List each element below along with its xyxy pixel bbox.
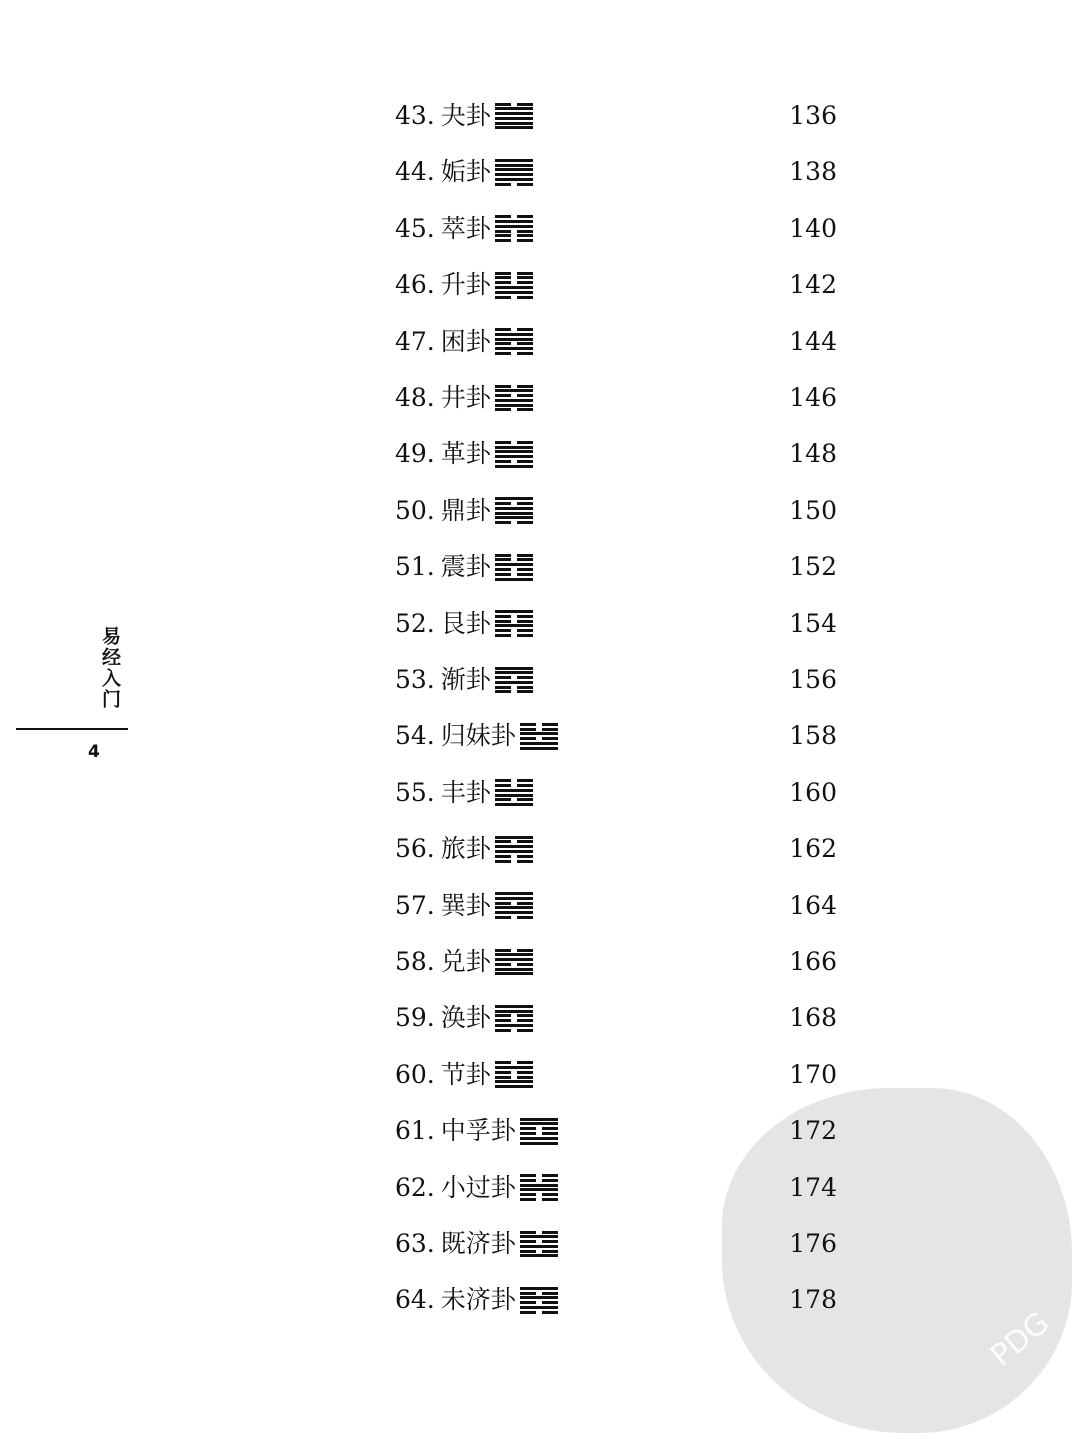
book-title-vertical: 易经入门: [99, 626, 121, 710]
yang-line: [495, 455, 533, 458]
toc-entry: [395, 491, 855, 531]
entry-name: 井卦: [440, 383, 491, 412]
yang-line: [495, 624, 533, 627]
yang-line: [495, 516, 533, 519]
yang-line: [495, 159, 533, 162]
yin-line: [520, 1132, 558, 1135]
hexagram-icon: [495, 328, 533, 355]
entry-name: 节卦: [440, 1059, 491, 1089]
entry-page-number: 140: [789, 213, 837, 243]
yin-line: [520, 1127, 558, 1130]
toc-entry: [395, 886, 855, 926]
yang-line: [520, 742, 558, 745]
toc-entry: [395, 1168, 855, 1208]
yin-line: [495, 328, 533, 331]
yin-line: [495, 554, 533, 557]
yang-line: [495, 333, 533, 336]
entry-name: 渐卦: [440, 665, 491, 694]
yin-line: [495, 568, 533, 571]
entry-page-number: 136: [789, 101, 837, 130]
hexagram-icon: [495, 1005, 533, 1032]
yang-line: [495, 1010, 533, 1013]
yin-line: [495, 690, 533, 693]
yang-line: [520, 1122, 558, 1125]
yin-line: [495, 634, 533, 637]
toc-entry: [395, 1280, 855, 1320]
yang-line: [495, 107, 533, 110]
yang-line: [495, 164, 533, 167]
yang-line: [495, 404, 533, 407]
hexagram-icon: [520, 1118, 558, 1145]
toc-entry-label: [395, 1224, 558, 1264]
hexagram-icon: [520, 1174, 558, 1201]
yin-line: [495, 281, 533, 284]
entry-name: 小过卦: [440, 1172, 516, 1202]
entry-number: 64.: [395, 1285, 435, 1315]
yin-line: [520, 1301, 558, 1304]
entry-number: 54.: [395, 721, 435, 751]
yang-line: [495, 789, 533, 792]
hexagram-icon: [495, 103, 533, 130]
yin-line: [495, 686, 533, 689]
yin-line: [495, 352, 533, 355]
yang-line: [495, 794, 533, 797]
yang-line: [495, 892, 533, 895]
entry-name: 鼎卦: [440, 495, 491, 525]
entry-number: 52.: [395, 608, 435, 638]
entry-number: 62.: [395, 1172, 435, 1202]
yin-line: [495, 296, 533, 299]
yang-line: [495, 112, 533, 115]
entry-name: 丰卦: [440, 777, 491, 807]
entry-page-number: 172: [789, 1116, 837, 1146]
toc-entry: [395, 378, 855, 418]
yang-line: [495, 850, 533, 853]
entry-number: 55.: [395, 777, 435, 807]
yang-line: [495, 578, 533, 581]
entry-name: 中孚卦: [440, 1116, 516, 1146]
hexagram-icon: [495, 159, 533, 186]
yang-line: [495, 465, 533, 468]
entry-number: 60.: [395, 1059, 435, 1089]
yin-line: [495, 272, 533, 275]
yin-line: [495, 620, 533, 623]
yang-line: [495, 681, 533, 684]
yang-line: [520, 1142, 558, 1145]
yang-line: [495, 897, 533, 900]
hexagram-icon: [495, 892, 533, 919]
yang-line: [495, 563, 533, 566]
toc-entry-label: [395, 434, 533, 474]
yang-line: [495, 507, 533, 510]
yang-line: [495, 667, 533, 670]
entry-name: 归妹卦: [440, 721, 516, 751]
toc-entry: [395, 434, 855, 474]
yin-line: [495, 1014, 533, 1017]
entry-number: 59.: [395, 1003, 435, 1033]
entry-name: 升卦: [440, 270, 491, 300]
toc-entry: [395, 716, 855, 756]
yang-line: [495, 972, 533, 975]
yin-line: [495, 558, 533, 561]
toc-entry: [395, 998, 855, 1038]
yang-line: [495, 968, 533, 971]
yang-line: [495, 291, 533, 294]
yang-line: [495, 446, 533, 449]
hexagram-icon: [495, 215, 533, 242]
entry-number: 47.: [395, 326, 435, 356]
entry-number: 63.: [395, 1229, 435, 1258]
entry-page-number: 156: [789, 665, 837, 694]
entry-number: 43.: [395, 101, 435, 130]
toc-entry-label: [395, 1111, 558, 1151]
entry-name: 巽卦: [440, 890, 491, 920]
yang-line: [495, 845, 533, 848]
entry-name: 旅卦: [440, 834, 491, 864]
hexagram-icon: [495, 554, 533, 581]
entry-page-number: 174: [789, 1172, 837, 1202]
yang-line: [495, 803, 533, 806]
yin-line: [520, 1292, 558, 1295]
yin-line: [495, 230, 533, 233]
divider: [16, 728, 128, 730]
hexagram-icon: [495, 667, 533, 694]
hexagram-icon: [495, 779, 533, 806]
yin-line: [495, 840, 533, 843]
yin-line: [520, 1240, 558, 1243]
yang-line: [495, 836, 533, 839]
toc-entry-label: [395, 1280, 558, 1320]
yang-line: [495, 1005, 533, 1008]
yin-line: [495, 615, 533, 618]
yin-line: [495, 183, 533, 186]
entry-name: 兑卦: [440, 947, 491, 976]
toc-entry-label: [395, 322, 533, 362]
yin-line: [495, 441, 533, 444]
yin-line: [520, 723, 558, 726]
hexagram-icon: [520, 1231, 558, 1258]
entry-name: 艮卦: [440, 608, 491, 638]
hexagram-icon: [495, 497, 533, 524]
yang-line: [520, 1184, 558, 1187]
entry-page-number: 170: [789, 1059, 837, 1089]
yin-line: [495, 798, 533, 801]
yin-line: [495, 629, 533, 632]
yin-line: [495, 860, 533, 863]
entry-number: 57.: [395, 890, 435, 920]
toc-entry-label: [395, 773, 533, 813]
yin-line: [495, 502, 533, 505]
yang-line: [495, 450, 533, 453]
yin-line: [520, 1179, 558, 1182]
toc-entry: [395, 1224, 855, 1264]
yin-line: [520, 1250, 558, 1253]
yin-line: [495, 276, 533, 279]
yin-line: [495, 1019, 533, 1022]
yin-line: [495, 949, 533, 952]
yin-line: [495, 779, 533, 782]
entry-page-number: 150: [789, 495, 837, 525]
entry-name: 震卦: [440, 552, 491, 582]
yang-line: [495, 220, 533, 223]
hexagram-icon: [495, 836, 533, 863]
yin-line: [495, 1071, 533, 1074]
yang-line: [495, 1080, 533, 1083]
yang-line: [495, 911, 533, 914]
toc-entry-label: [395, 660, 533, 700]
yin-line: [495, 902, 533, 905]
hexagram-icon: [495, 949, 533, 976]
toc-entry: [395, 152, 855, 192]
entry-number: 51.: [395, 552, 435, 582]
entry-name: 未济卦: [440, 1285, 516, 1315]
yang-line: [495, 389, 533, 392]
yang-line: [520, 747, 558, 750]
entry-page-number: 158: [789, 721, 837, 751]
entry-page-number: 162: [789, 834, 837, 864]
hexagram-icon: [495, 610, 533, 637]
toc-entry-label: [395, 491, 533, 531]
entry-page-number: 168: [789, 1003, 837, 1033]
yin-line: [495, 103, 533, 106]
hexagram-icon: [495, 385, 533, 412]
toc-entry-label: [395, 547, 533, 587]
yang-line: [520, 732, 558, 735]
entry-name: 夬卦: [440, 101, 491, 130]
yang-line: [495, 347, 533, 350]
toc-entry-label: [395, 1055, 533, 1095]
yin-line: [495, 784, 533, 787]
page-number: 4: [88, 742, 100, 762]
entry-name: 革卦: [440, 439, 491, 469]
entry-number: 58.: [395, 947, 435, 976]
yang-line: [520, 1254, 558, 1257]
yang-line: [520, 1296, 558, 1299]
yang-line: [495, 178, 533, 181]
yang-line: [495, 225, 533, 228]
yang-line: [495, 126, 533, 129]
toc-entry: [395, 1055, 855, 1095]
yang-line: [520, 1306, 558, 1309]
yang-line: [495, 610, 533, 613]
toc-entry-label: [395, 886, 533, 926]
yin-line: [495, 1076, 533, 1079]
toc-entry-label: [395, 998, 533, 1038]
entry-name: 萃卦: [440, 213, 491, 243]
yang-line: [495, 399, 533, 402]
toc-entry-label: [395, 1168, 558, 1208]
yin-line: [495, 460, 533, 463]
entry-page-number: 148: [789, 439, 837, 469]
toc-entry: [395, 604, 855, 644]
entry-page-number: 146: [789, 383, 837, 412]
entry-page-number: 164: [789, 890, 837, 920]
yin-line: [520, 1193, 558, 1196]
entry-page-number: 138: [789, 157, 837, 187]
yang-line: [495, 671, 533, 674]
toc-entry-label: [395, 96, 533, 136]
watermark-text: PDG: [984, 1305, 1057, 1374]
hexagram-icon: [495, 441, 533, 468]
toc-entry: [395, 96, 855, 136]
yin-line: [495, 1061, 533, 1064]
toc-entry: [395, 322, 855, 362]
toc-entry: [395, 1111, 855, 1151]
yang-line: [495, 1085, 533, 1088]
entry-number: 56.: [395, 834, 435, 864]
yang-line: [520, 1245, 558, 1248]
hexagram-icon: [495, 1061, 533, 1088]
entry-number: 49.: [395, 439, 435, 469]
yang-line: [495, 512, 533, 515]
entry-number: 46.: [395, 270, 435, 300]
entry-name: 既济卦: [440, 1229, 516, 1258]
yin-line: [495, 394, 533, 397]
entry-page-number: 142: [789, 270, 837, 300]
toc-entry: [395, 942, 855, 982]
yin-line: [495, 408, 533, 411]
yang-line: [495, 1024, 533, 1027]
yin-line: [520, 1198, 558, 1201]
entry-number: 44.: [395, 157, 435, 187]
toc-entry-label: [395, 829, 533, 869]
yin-line: [495, 916, 533, 919]
toc-entry-label: [395, 378, 533, 418]
hexagram-icon: [495, 272, 533, 299]
yin-line: [495, 573, 533, 576]
toc-entry-label: [395, 209, 533, 249]
yin-line: [495, 963, 533, 966]
entry-name: 困卦: [440, 326, 491, 356]
toc-entry-label: [395, 716, 558, 756]
yin-line: [495, 342, 533, 345]
toc-entry-label: [395, 265, 533, 305]
toc-entry-label: [395, 152, 533, 192]
yin-line: [495, 1029, 533, 1032]
yin-line: [520, 728, 558, 731]
yin-line: [495, 855, 533, 858]
toc-entry-label: [395, 942, 533, 982]
yin-line: [495, 385, 533, 388]
yang-line: [495, 122, 533, 125]
yang-line: [520, 1287, 558, 1290]
yin-line: [520, 1311, 558, 1314]
entry-number: 53.: [395, 665, 435, 694]
entry-page-number: 154: [789, 608, 837, 638]
toc-entry: [395, 209, 855, 249]
yang-line: [495, 906, 533, 909]
yang-line: [520, 1137, 558, 1140]
yang-line: [495, 497, 533, 500]
toc-entry: [395, 829, 855, 869]
entry-page-number: 166: [789, 947, 837, 976]
yin-line: [495, 239, 533, 242]
hexagram-icon: [520, 1287, 558, 1314]
entry-page-number: 160: [789, 777, 837, 807]
entry-number: 50.: [395, 495, 435, 525]
entry-name: 姤卦: [440, 157, 491, 187]
yang-line: [520, 1235, 558, 1238]
yin-line: [520, 1174, 558, 1177]
entry-number: 48.: [395, 383, 435, 412]
yang-line: [495, 173, 533, 176]
yin-line: [495, 676, 533, 679]
toc-entry: [395, 660, 855, 700]
entry-page-number: 176: [789, 1229, 837, 1258]
yang-line: [495, 958, 533, 961]
entry-page-number: 152: [789, 552, 837, 582]
yang-line: [495, 117, 533, 120]
hexagram-icon: [520, 723, 558, 750]
yin-line: [495, 234, 533, 237]
yin-line: [520, 1231, 558, 1234]
yang-line: [495, 953, 533, 956]
entry-page-number: 144: [789, 326, 837, 356]
toc-entry: [395, 773, 855, 813]
yang-line: [520, 1118, 558, 1121]
toc-entry: [395, 547, 855, 587]
entry-number: 61.: [395, 1116, 435, 1146]
yang-line: [495, 168, 533, 171]
yang-line: [495, 286, 533, 289]
yang-line: [495, 1066, 533, 1069]
entry-name: 涣卦: [440, 1003, 491, 1033]
yin-line: [495, 521, 533, 524]
yin-line: [495, 215, 533, 218]
yang-line: [520, 1188, 558, 1191]
yang-line: [495, 338, 533, 341]
entry-number: 45.: [395, 213, 435, 243]
toc-entry: [395, 265, 855, 305]
toc-entry-label: [395, 604, 533, 644]
entry-page-number: 178: [789, 1285, 837, 1315]
yin-line: [520, 737, 558, 740]
